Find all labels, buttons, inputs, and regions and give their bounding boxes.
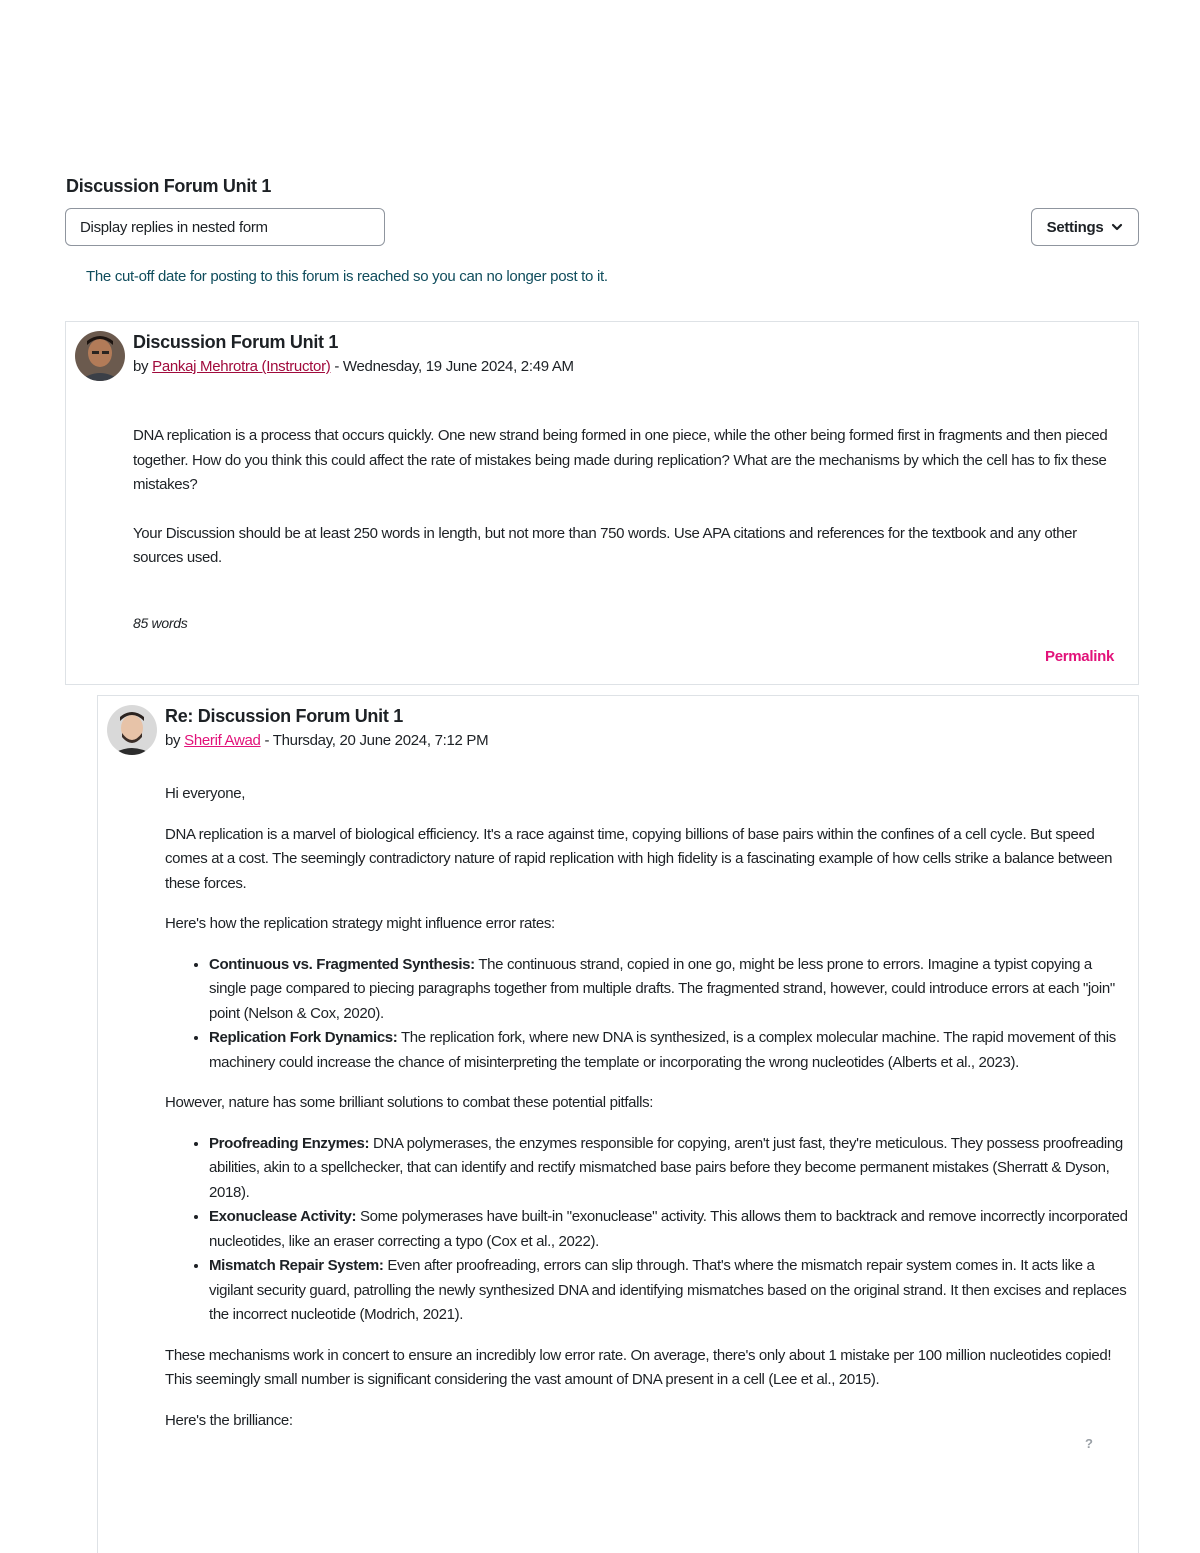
byline-prefix: by (133, 358, 153, 375)
list-item (209, 953, 1130, 1027)
list-item-term: Exonuclease Activity: (209, 1208, 357, 1225)
forum-post-instructor (65, 321, 1139, 685)
list-item (209, 1132, 1130, 1206)
post-subject: Discussion Forum Unit 1 (133, 332, 339, 352)
list-item-term: Mismatch Repair System: (209, 1257, 384, 1274)
settings-button[interactable] (1031, 208, 1139, 246)
post-paragraph: However, nature has some brilliant solutions to combat these potential pitfalls: (165, 1094, 654, 1111)
chevron-down-icon (1111, 221, 1123, 233)
post-paragraph: DNA replication is a marvel of biological efficiency. It's a race against time, copying billions of base pairs within the confines of a cell cycle. But speed comes at a cost. The seemingly contradictory nature of rapid replication with high fidelity is a fascinating example of how cells strike a balance between these forces. (165, 825, 1113, 892)
post-byline (133, 358, 574, 375)
list-item-term: Continuous vs. Fragmented Synthesis: (209, 955, 475, 973)
post-paragraph: These mechanisms work in concert to ensure an incredibly low error rate. On average, there's only about 1 mistake per 100 million nucleotides copied! This seemingly small number is significant considering the vast amount of DNA present in a cell (Lee et al., 2015). (165, 1346, 1112, 1388)
cutoff-notice: The cut-off date for posting to this forum is reached so you can no longer post to it. (86, 268, 608, 285)
list-item (209, 1026, 1130, 1075)
settings-label: Settings (1046, 218, 1104, 236)
byline-prefix: by (165, 732, 185, 749)
post-date: - Wednesday, 19 June 2024, 2:49 AM (330, 358, 574, 375)
author-link[interactable]: Pankaj Mehrotra (Instructor) (152, 358, 331, 375)
bullet-list (165, 953, 1130, 1076)
list-item-text: Even after proofreading, errors can slip through. That's where the mismatch repair system comes in. It acts like a vigilant security guard, patrolling the newly synthesized DNA and identifying mismatches based on the original strand. It then excises and replaces the incorrect nucleotide (Modrich, 2021). (209, 1257, 1127, 1323)
list-item-text: The replication fork, where new DNA is synthesized, is a complex molecular machine. The rapid movement of this machinery could increase the chance of misinterpreting the template or incorporating the wrong nucleotides (Alberts et al., 2023). (209, 1029, 1116, 1071)
post-byline (165, 732, 488, 749)
list-item (209, 1205, 1130, 1254)
list-item-text: The continuous strand, copied in one go, might be less prone to errors. Imagine a typist copying a single page compared to piecing paragraphs together from multiple drafts. The fragmented strand, however, could introduce errors at each "join" point (Nelson & Cox, 2020). (209, 955, 1115, 1022)
display-mode-select[interactable] (65, 208, 385, 246)
list-item-text: Some polymerases have built-in "exonuclease" activity. This allows them to backtrack and remove incorrectly incorporated nucleotides, like an eraser correcting a typo (Cox et al., 2022). (209, 1208, 1128, 1250)
post-body (165, 782, 1130, 1449)
list-item-term: Proofreading Enzymes: (209, 1134, 370, 1152)
post-paragraph: Here's the brilliance: (165, 1411, 293, 1429)
help-icon[interactable]: ? (1085, 1436, 1093, 1451)
post-subject: Re: Discussion Forum Unit 1 (165, 706, 403, 726)
avatar[interactable] (107, 705, 157, 755)
word-count: 85 words (133, 615, 188, 631)
permalink-link[interactable]: Permalink (1044, 648, 1114, 665)
post-date: - Thursday, 20 June 2024, 7:12 PM (260, 732, 489, 749)
post-paragraph: Your Discussion should be at least 250 words in length, but not more than 750 words. Use APA citations and references for the textbook and any other sources used. (133, 524, 1077, 566)
list-item-term: Replication Fork Dynamics: (209, 1029, 398, 1046)
post-paragraph: DNA replication is a process that occurs quickly. One new strand being formed in one piece, while the other being formed first in fragments and then pieced together. How do you think this could affect the rate of mistakes being made during replication? What are the mechanisms by which the cell has to fix these mistakes? (133, 427, 1108, 493)
forum-post-reply (97, 695, 1139, 1553)
post-body (133, 424, 1128, 595)
page-title: Discussion Forum Unit 1 (66, 176, 272, 196)
list-item-text: DNA polymerases, the enzymes responsible for copying, aren't just fast, they're meticulous. They possess proofreading abilities, akin to a spellchecker, that can identify and rectify mismatched base pairs before they become permanent mistakes (Sherratt & Dyson, 2018). (209, 1134, 1123, 1201)
list-item (209, 1254, 1130, 1328)
avatar[interactable] (75, 331, 125, 381)
author-link[interactable]: Sherif Awad (184, 732, 261, 749)
post-paragraph: Here's how the replication strategy might influence error rates: (165, 915, 555, 932)
bullet-list (165, 1132, 1130, 1328)
display-mode-value: Display replies in nested form (80, 218, 268, 236)
post-greeting: Hi everyone, (165, 785, 246, 802)
